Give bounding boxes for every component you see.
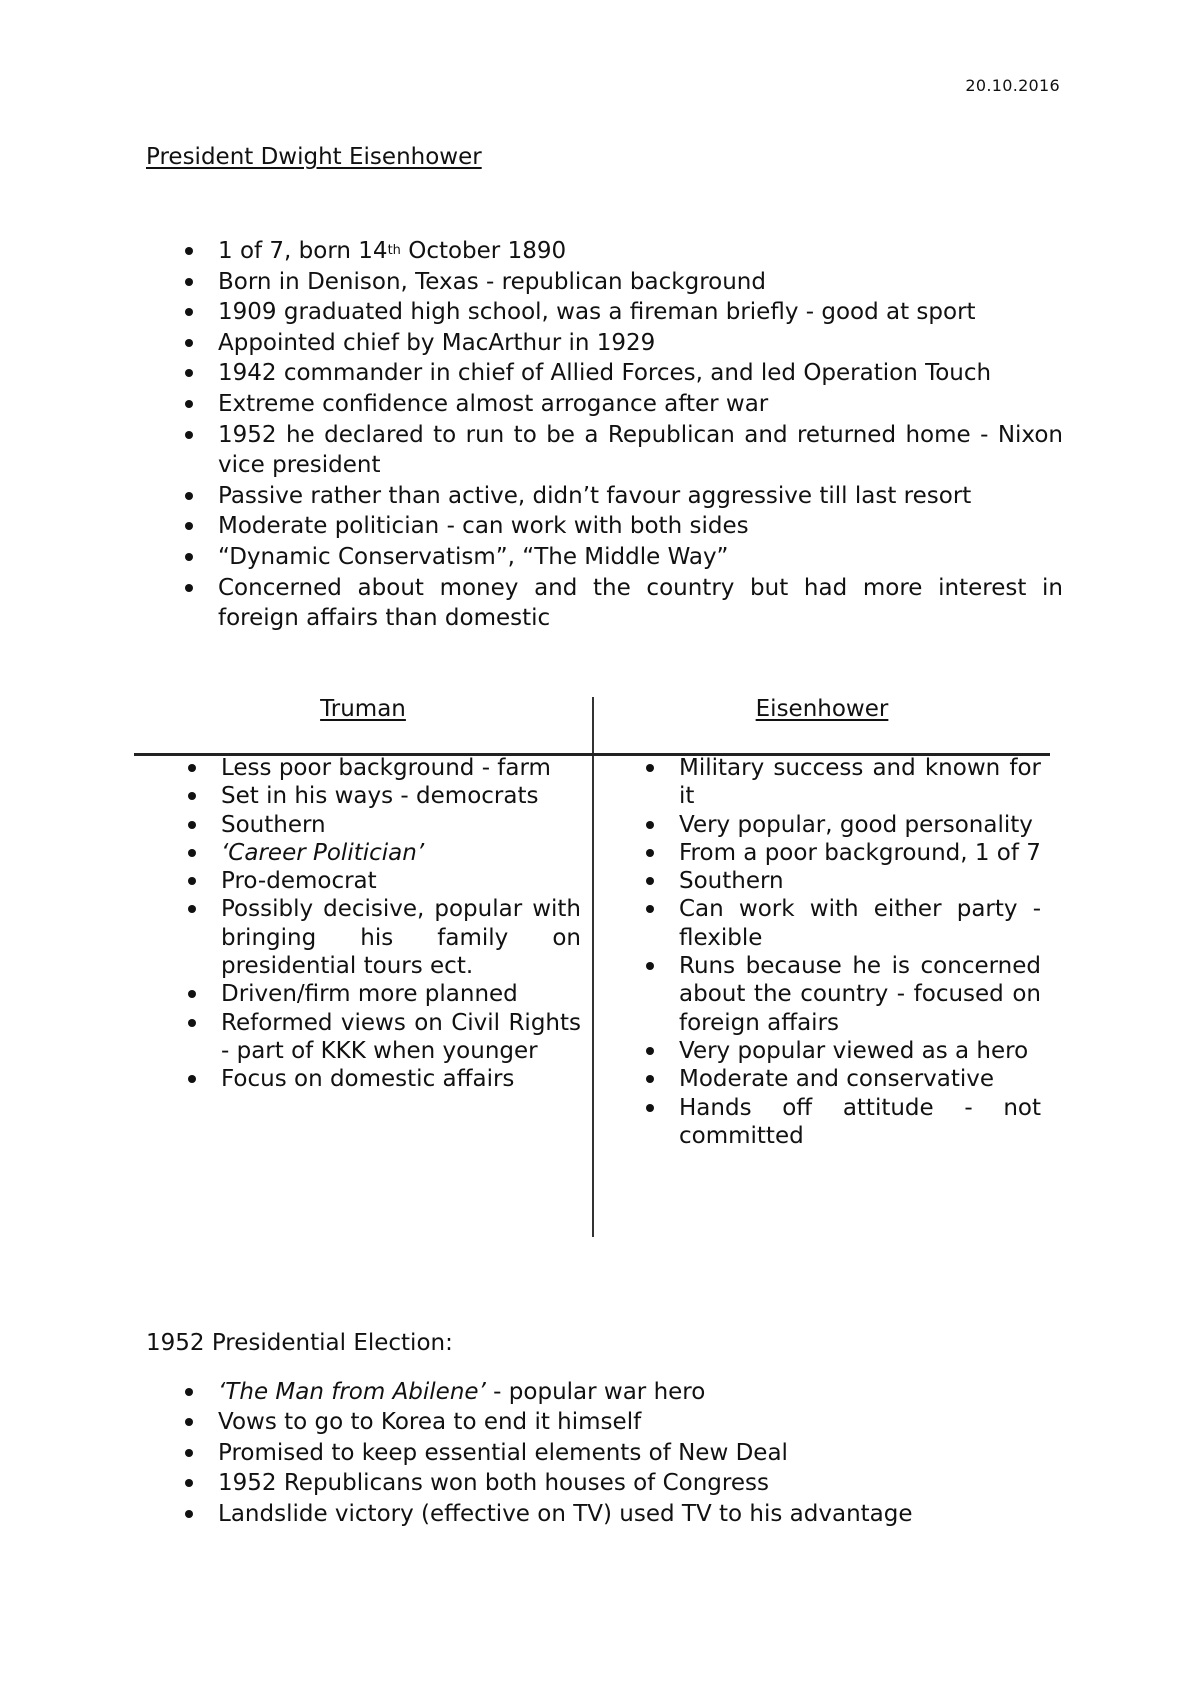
eisenhower-list — [679, 754, 1041, 1150]
list-item: Landslide victory (effective on TV) used TV to his advantage — [218, 1499, 1063, 1529]
list-item: 1909 graduated high school, was a fireman briefly - good at sport — [218, 297, 1063, 328]
bio-list — [218, 236, 1063, 634]
list-item: 1 of 7, born 14th October 1890 — [218, 236, 1063, 267]
bullet-icon — [646, 1075, 654, 1083]
bullet-icon — [646, 821, 654, 829]
bullet-icon — [185, 431, 193, 439]
bullet-icon — [646, 877, 654, 885]
bullet-icon — [646, 764, 654, 772]
bullet-icon — [185, 492, 193, 500]
bullet-icon — [646, 1104, 654, 1112]
eisenhower-header: Eisenhower — [755, 696, 889, 722]
bullet-icon — [188, 849, 196, 857]
bullet-icon — [185, 553, 193, 561]
list-item: Can work with either party - flexible — [679, 895, 1041, 952]
bullet-icon — [185, 369, 193, 377]
bullet-icon — [185, 278, 193, 286]
list-item: Southern — [221, 811, 581, 839]
election-heading: 1952 Presidential Election: — [146, 1330, 453, 1356]
list-item: Southern — [679, 867, 1041, 895]
bullet-icon — [185, 339, 193, 347]
bullet-icon — [185, 1510, 193, 1518]
list-item: Extreme confidence almost arrogance after war — [218, 389, 1063, 420]
bullet-icon — [188, 990, 196, 998]
bullet-icon — [646, 849, 654, 857]
list-item: Passive rather than active, didn’t favour aggressive till last resort — [218, 481, 1063, 512]
bullet-icon — [185, 522, 193, 530]
list-item: Hands off attitude - not committed — [679, 1094, 1041, 1151]
list-item: Military success and known for it — [679, 754, 1041, 811]
bullet-icon — [646, 962, 654, 970]
bullet-icon — [646, 905, 654, 913]
list-item: Very popular, good personality — [679, 811, 1041, 839]
table-column-divider — [592, 697, 594, 1237]
bullet-icon — [185, 1418, 193, 1426]
bullet-icon — [188, 1019, 196, 1027]
list-item: Pro-democrat — [221, 867, 581, 895]
bullet-icon — [188, 821, 196, 829]
list-item: Concerned about money and the country but had more interest in foreign affairs than domestic — [218, 573, 1063, 634]
bullet-icon — [188, 905, 196, 913]
list-item: Reformed views on Civil Rights - part of KKK when younger — [221, 1009, 581, 1066]
list-item: Possibly decisive, popular with bringing his family on presidential tours ect. — [221, 895, 581, 980]
bullet-icon — [185, 247, 193, 255]
list-item: 1942 commander in chief of Allied Forces, and led Operation Touch — [218, 358, 1063, 389]
list-item: 1952 he declared to run to be a Republican and returned home - Nixon vice president — [218, 420, 1063, 481]
list-item: Vows to go to Korea to end it himself — [218, 1407, 1063, 1437]
truman-list — [221, 754, 581, 1094]
bullet-icon — [185, 1479, 193, 1487]
document-title: President Dwight Eisenhower — [146, 144, 482, 170]
list-item: Driven/firm more planned — [221, 980, 581, 1008]
list-item: From a poor background, 1 of 7 — [679, 839, 1041, 867]
list-item: ‘The Man from Abilene’ - popular war hero — [218, 1377, 1063, 1407]
bullet-icon — [646, 1047, 654, 1055]
bullet-icon — [188, 1075, 196, 1083]
bullet-icon — [185, 308, 193, 316]
list-item: Moderate politician - can work with both sides — [218, 511, 1063, 542]
list-item: Born in Denison, Texas - republican background — [218, 267, 1063, 298]
bullet-icon — [188, 877, 196, 885]
list-item: Appointed chief by MacArthur in 1929 — [218, 328, 1063, 359]
bullet-icon — [185, 400, 193, 408]
document-date: 20.10.2016 — [965, 76, 1060, 95]
bullet-icon — [188, 764, 196, 772]
list-item: ‘Career Politician’ — [221, 839, 581, 867]
list-item: Focus on domestic affairs — [221, 1065, 581, 1093]
list-item: Runs because he is concerned about the country - focused on foreign affairs — [679, 952, 1041, 1037]
truman-header: Truman — [320, 696, 406, 722]
election-list — [218, 1377, 1063, 1529]
list-item: “Dynamic Conservatism”, “The Middle Way” — [218, 542, 1063, 573]
list-item: 1952 Republicans won both houses of Congress — [218, 1468, 1063, 1498]
bullet-icon — [188, 792, 196, 800]
bullet-icon — [185, 1449, 193, 1457]
list-item: Promised to keep essential elements of New Deal — [218, 1438, 1063, 1468]
list-item: Moderate and conservative — [679, 1065, 1041, 1093]
list-item: Less poor background - farm — [221, 754, 581, 782]
list-item: Very popular viewed as a hero — [679, 1037, 1041, 1065]
bullet-icon — [185, 584, 193, 592]
list-item: Set in his ways - democrats — [221, 782, 581, 810]
bullet-icon — [185, 1388, 193, 1396]
